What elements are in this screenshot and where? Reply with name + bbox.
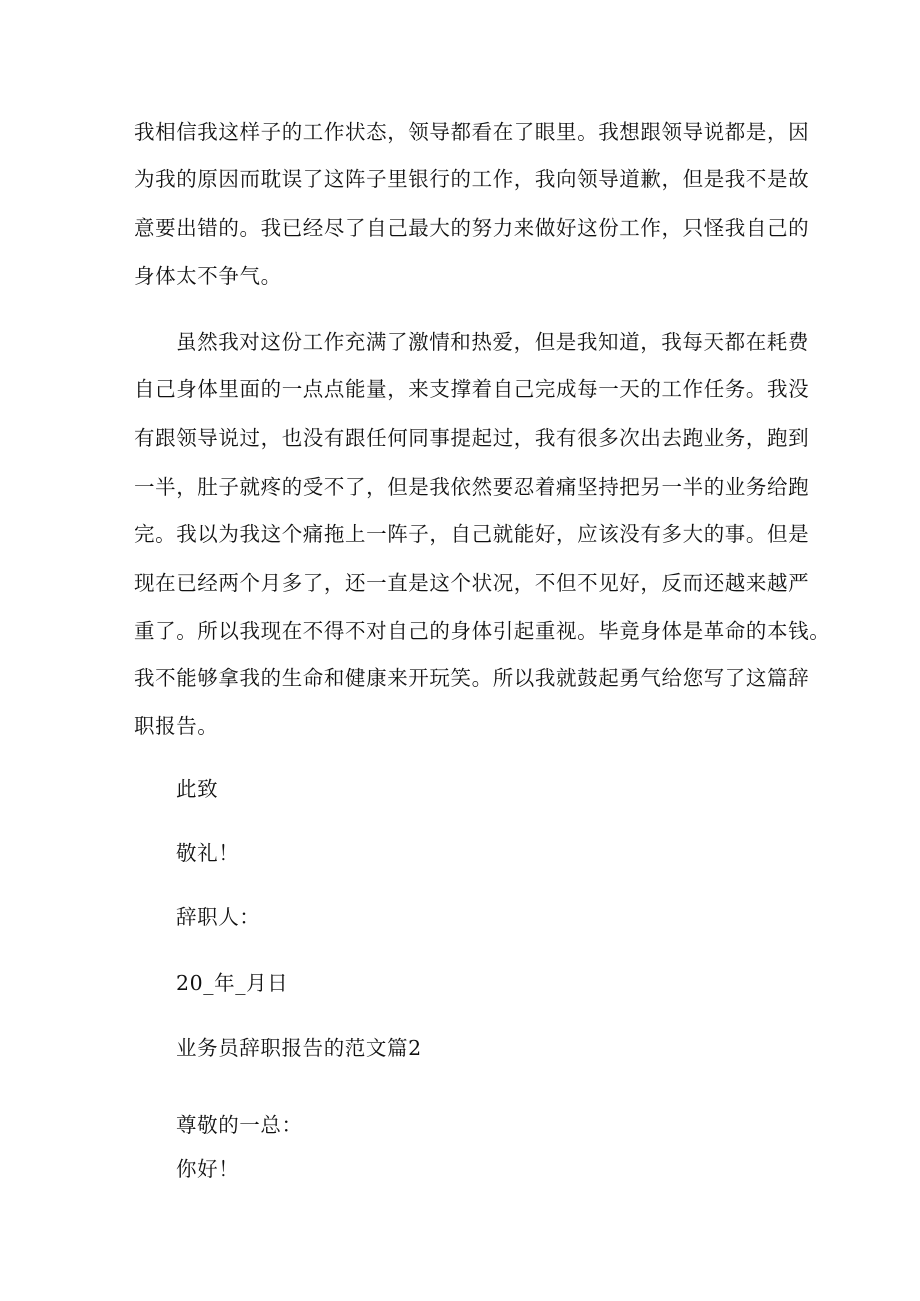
paragraph-2-line-6: 现在已经两个月多了，还一直是这个状况，不但不见好，反而还越来越严 — [134, 571, 810, 595]
closing-salutation: 此致 — [176, 777, 219, 801]
date-line: 20_年_月日 — [176, 971, 289, 995]
signer-label: 辞职人： — [176, 905, 261, 929]
paragraph-2-line-1: 虽然我对这份工作充满了激情和热爱，但是我知道，我每天都在耗费 — [176, 330, 809, 354]
paragraph-1-line-2: 为我的原因而耽误了这阵子里银行的工作，我向领导道歉，但是我不是故 — [134, 167, 810, 191]
paragraph-2-line-4: 一半，肚子就疼的受不了，但是我依然要忍着痛坚持把另一半的业务给跑 — [134, 475, 810, 499]
section-title: 业务员辞职报告的范文篇2 — [176, 1036, 422, 1060]
paragraph-2-line-7: 重了。所以我现在不得不对自己的身体引起重视。毕竟身体是革命的本钱。 — [134, 619, 831, 643]
paragraph-2-line-5: 完。我以为我这个痛拖上一阵子，自己就能好，应该没有多大的事。但是 — [134, 522, 810, 546]
letter-greeting: 尊敬的一总： — [176, 1113, 303, 1137]
closing-regards: 敬礼！ — [176, 841, 240, 865]
paragraph-2-line-9: 职报告。 — [134, 714, 219, 738]
paragraph-1-line-3: 意要出错的。我已经尽了自己最大的努力来做好这份工作，只怪我自己的 — [134, 216, 810, 240]
paragraph-1-line-1: 我相信我这样子的工作状态，领导都看在了眼里。我想跟领导说都是，因 — [134, 120, 810, 144]
letter-hello: 你好！ — [176, 1157, 240, 1181]
paragraph-2-line-3: 有跟领导说过，也没有跟任何同事提起过，我有很多次出去跑业务，跑到 — [134, 426, 810, 450]
paragraph-1-line-4: 身体太不争气。 — [134, 264, 282, 288]
paragraph-2-line-2: 自己身体里面的一点点能量，来支撑着自己完成每一天的工作任务。我没 — [134, 377, 810, 401]
paragraph-2-line-8: 我不能够拿我的生命和健康来开玩笑。所以我就鼓起勇气给您写了这篇辞 — [134, 666, 810, 690]
